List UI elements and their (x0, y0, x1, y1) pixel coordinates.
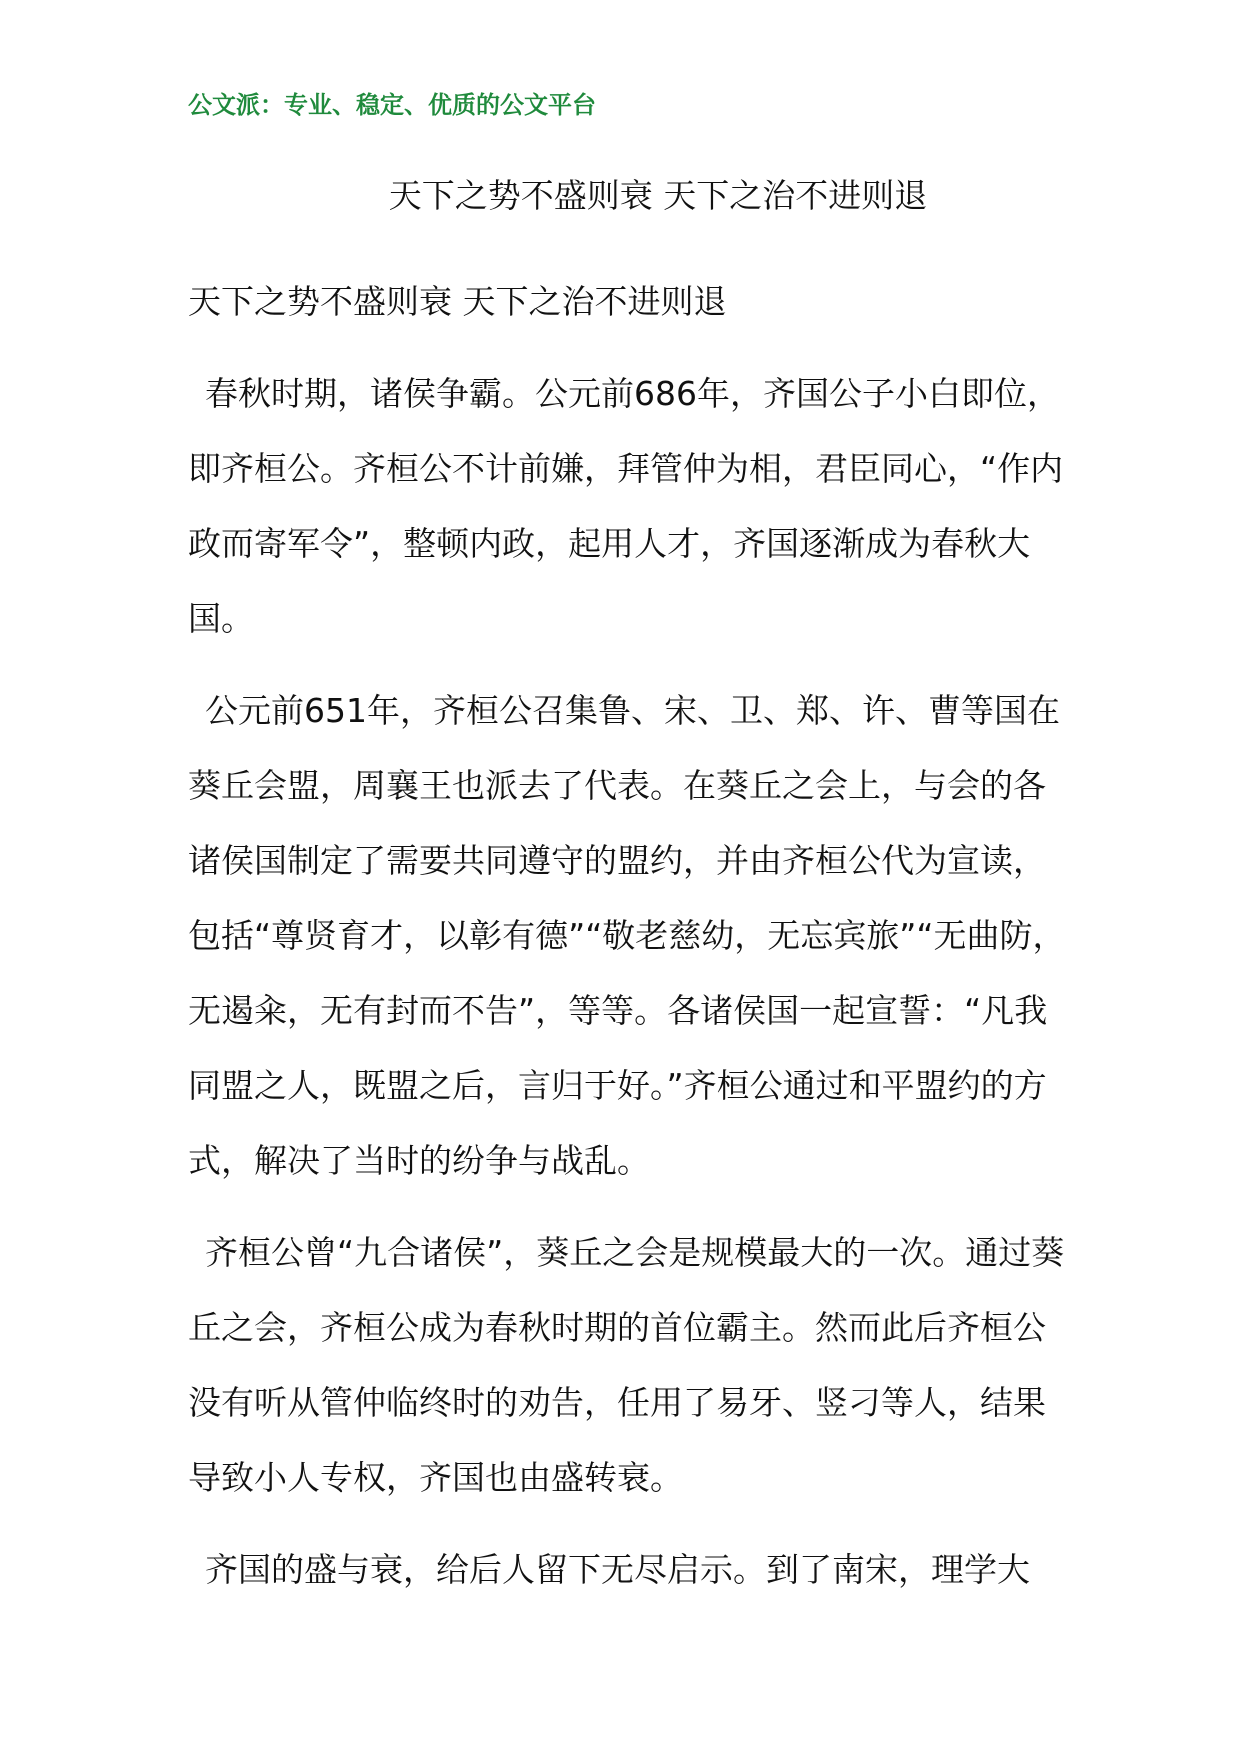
paragraph-4: 齐国的盛与衰，给后人留下无尽启示。到了南宋，理学大 (205, 1550, 1030, 1589)
document-body (188, 264, 1078, 1624)
document-title: 天下之势不盛则衰 天下之治不进则退 (388, 176, 928, 215)
document-subtitle: 天下之势不盛则衰 天下之治不进则退 (188, 282, 727, 321)
header-banner: 公文派：专业、稳定、优质的公文平台 (188, 91, 596, 119)
paragraph-3: 齐桓公曾“九合诸侯”，葵丘之会是规模最大的一次。通过葵丘之会，齐桓公成为春秋时期的首位霸主。然而此后齐桓公没有听从管仲临终时的劝告，任用了易牙、竖刁等人，结果导致小人专权，齐国也由盛转衰。 (188, 1233, 1065, 1497)
paragraph-2: 公元前651年，齐桓公召集鲁、宋、卫、郑、许、曹等国在葵丘会盟，周襄王也派去了代表。在葵丘之会上，与会的各诸侯国制定了需要共同遵守的盟约，并由齐桓公代为宣读，包括“尊贤育才，以彰有德”“敬老慈幼，无忘宾旅”“无曲防，无遏籴，无有封而不告”，等等。各诸侯国一起宣誓：“凡我同盟之人，既盟之后，言归于好。”齐桓公通过和平盟约的方式，解决了当时的纷争与战乱。 (188, 691, 1066, 1180)
paragraph-1: 春秋时期，诸侯争霸。公元前686年，齐国公子小白即位，即齐桓公。齐桓公不计前嫌，拜管仲为相，君臣同心，“作内政而寄军令”，整顿内政，起用人才，齐国逐渐成为春秋大国。 (188, 374, 1064, 638)
